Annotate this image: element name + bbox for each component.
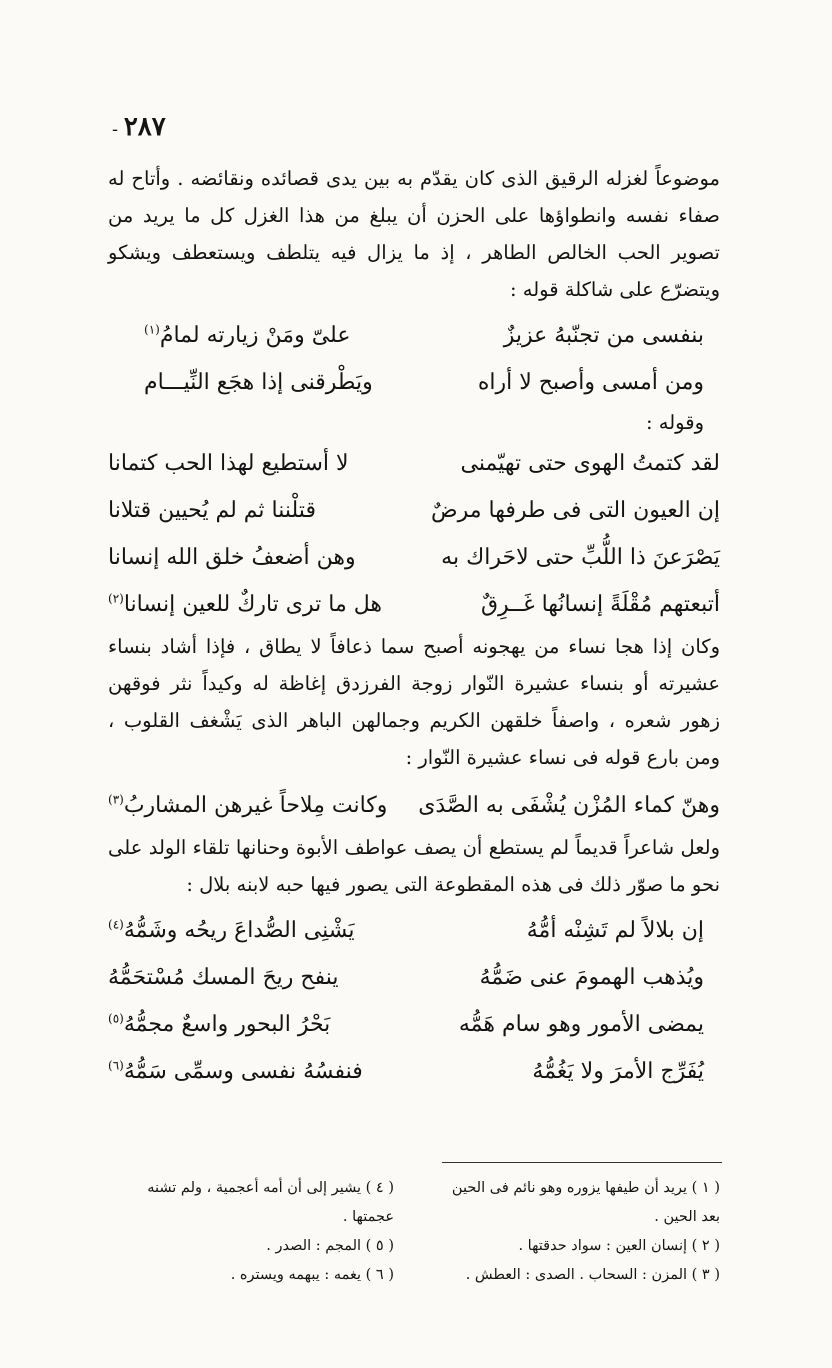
verse-line (108, 534, 720, 581)
second-hemistich: لا أستطيع لهذا الحب كتمانا (108, 451, 349, 476)
verse-line (108, 1001, 720, 1048)
footnote-ref: (٤) (108, 917, 124, 932)
first-hemistich: يمضى الأمور وهو سام هَمُّه (458, 1012, 704, 1037)
second-hemistich: هل ما ترى تاركٌ للعين إنسانا$^{(٢)}$ (108, 591, 382, 617)
verse-line (108, 1048, 720, 1095)
footnote-ref: (٥) (108, 1011, 124, 1026)
footnote-divider (442, 1162, 722, 1163)
paragraph-3: وكان إذا هجا نساء من يهجونه أصبح سما ذعافاً لا يطاق ، فإذا أشاد بنساء عشيرته أو بنساء عشيرة النّوار زوجة الفرزدق إغاظة له وكيداً نثر فوقهن زهور شعره ، واصفاً خلقهن الكريم وجمالهن الباهر الذى يَشْغف القلوب ، ومن بارع قوله فى نساء عشيرة النّوار : (108, 635, 720, 769)
second-hemistich: يَشْنِى الصُّداعَ ريحُه وشَمُّهُ$^{(٤)}$ (108, 917, 355, 943)
verse-line (108, 954, 720, 1001)
footnote-ref: (٦) (108, 1058, 124, 1073)
footnote-ref: (٢) (108, 591, 124, 606)
poem-3 (108, 782, 720, 829)
footnotes-right-column (434, 1174, 720, 1290)
first-hemistich: يَصْرَعنَ ذا اللُّبِّ حتى لاحَراك به (441, 545, 720, 570)
poem-1 (108, 312, 720, 406)
poem-4 (108, 907, 720, 1095)
first-hemistich: بنفسى من تجنّبهُ عزيزٌ (503, 323, 704, 348)
verse-line (144, 312, 720, 359)
second-hemistich: قتلْننا ثم لم يُحيين قتلانا (108, 498, 316, 523)
verse-line (108, 907, 720, 954)
footnotes-left-column (108, 1174, 394, 1290)
footnotes (108, 1174, 720, 1290)
second-hemistich: وكانت مِلاحاً غيرهن المشاربُ$^{(٣)}$ (108, 792, 388, 818)
paragraph-1: موضوعاً لغزله الرقيق الذى كان يقدّم به بين يدى قصائده ونقائضه . وأتاح له صفاء نفسه وانطواؤها على الحزن أن يبلغ من هذا الغزل كل ما يريد من تصوير الحب الخالص الطاهر ، إذ ما يزال فيه يتلطف ويستعطف ويشكو ويتضرّع على شاكلة قوله : (108, 167, 720, 301)
footnote: ( ٣ ) المزن : السحاب . الصدى : العطش . (465, 1267, 720, 1283)
first-hemistich: أتبعتهم مُقْلَةً إنسانُها غَــرِقٌ (480, 592, 720, 617)
first-hemistich: يُفَرِّج الأمرَ ولا يَغُمُّهُ (532, 1059, 704, 1084)
verse-line (108, 581, 720, 628)
footnote: ( ٥ ) المجم : الصدر . (266, 1238, 394, 1254)
page-body (108, 160, 720, 1095)
footnote: ( ٦ ) يغمه : يبهمه ويستره . (230, 1267, 394, 1283)
footnote-ref: (٣) (108, 792, 124, 807)
verse-line (108, 782, 720, 829)
paragraph-4: ولعل شاعراً قديماً لم يستطع أن يصف عواطف الأبوة وحنانها تلقاء الولد على نحو ما صوّر ذلك فى هذه المقطوعة التى يصور فيها حبه لابنه بلال : (108, 836, 720, 896)
footnote: ( ٢ ) إنسان العين : سواد حدقتها . (518, 1238, 720, 1254)
first-hemistich: إن العيون التى فى طرفها مرضٌ (431, 498, 720, 523)
verse-line (108, 440, 720, 487)
footnote: ( ٤ ) يشير إلى أن أمه أعجمية ، ولم تشنه عجمتها . (147, 1180, 394, 1225)
footnote-ref: (١) (144, 322, 160, 337)
first-hemistich: ومن أمسى وأصبح لا أراه (477, 370, 704, 395)
second-hemistich: فنفسُهُ نفسى وسمِّى سَمُّهُ$^{(٦)}$ (108, 1058, 363, 1084)
first-hemistich: وهنّ كماء المُزْن يُشْفَى به الصَّدَى (418, 793, 720, 818)
second-hemistich: وهن أضعفُ خلق الله إنسانا (108, 545, 356, 570)
second-hemistich: علىّ ومَنْ زيارته لمامُ$^{(١)}$ (144, 322, 351, 348)
page-number: - ٢٨٧ (112, 112, 166, 142)
verse-line (108, 487, 720, 534)
first-hemistich: إن بلالاً لم تَشِنْه أمُّهُ (526, 918, 704, 943)
first-hemistich: ويُذهب الهمومَ عنى ضَمُّهُ (479, 965, 704, 990)
second-hemistich: ويَطْرقنى إذا هجَع النِّيـــام (144, 370, 373, 395)
footnote: ( ١ ) يريد أن طيفها يزوره وهو نائم فى الحين بعد الحين . (451, 1180, 720, 1225)
verse-line (144, 359, 720, 406)
poem-2 (108, 440, 720, 628)
section-label: وقوله : (646, 411, 704, 434)
second-hemistich: بَحْرُ البحور واسعٌ مجمُّهُ$^{(٥)}$ (108, 1011, 331, 1037)
first-hemistich: لقد كتمتُ الهوى حتى تهيّمنى (460, 451, 720, 476)
second-hemistich: ينفح ريحَ المسك مُسْتحَمُّهُ (108, 965, 339, 990)
